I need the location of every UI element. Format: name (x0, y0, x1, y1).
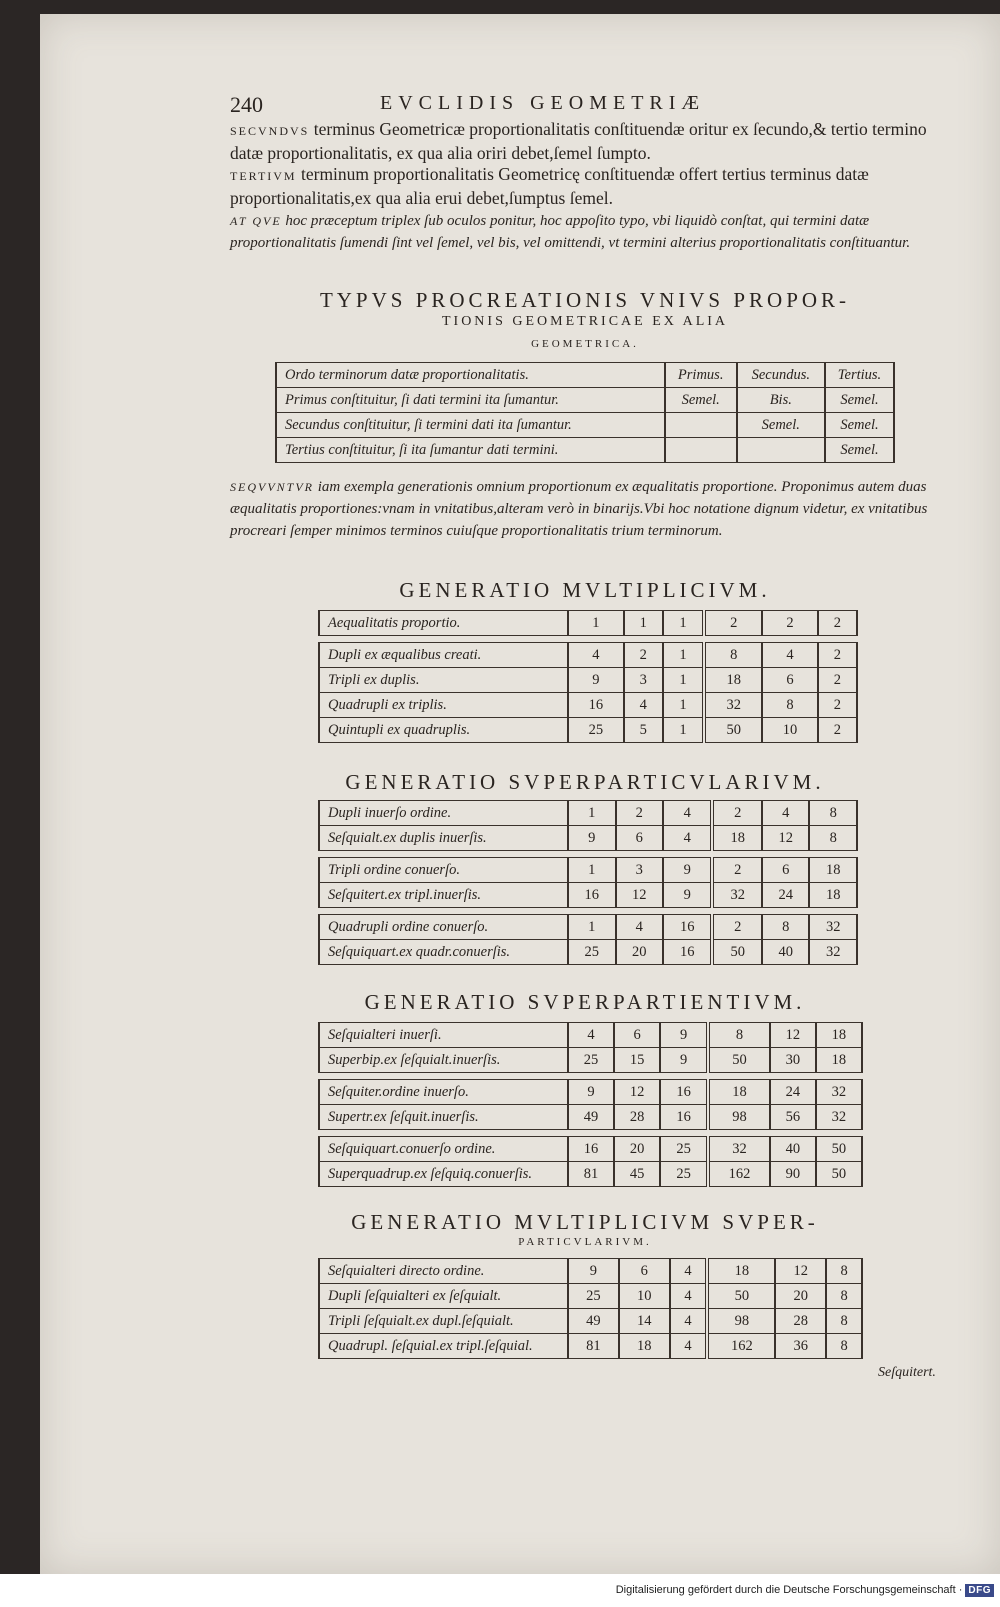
table-cell: 8 (809, 801, 857, 826)
table-cell: 9 (568, 1080, 614, 1105)
table-cell: 2 (818, 718, 857, 743)
table-cell: 4 (624, 693, 663, 718)
typus-title-line-1: TYPVS PROCREATIONIS VNIVS PROPOR- (319, 288, 851, 312)
typus-table (275, 362, 895, 463)
table-cell: 8 (762, 693, 818, 718)
table-cell: 24 (770, 1080, 816, 1105)
table-cell: 25 (568, 940, 616, 965)
paragraph-secundus (230, 118, 940, 164)
group-separator (319, 851, 857, 858)
separator-cell (319, 1130, 862, 1137)
row-label: Seſquiquart.ex quadr.conuerſis. (319, 940, 568, 965)
page-number: 240 (230, 92, 263, 117)
table-row (319, 858, 857, 883)
table-cell: Primus. (665, 363, 737, 388)
table-cell: 18 (816, 1048, 862, 1073)
table-row (319, 1023, 862, 1048)
running-title: EVCLIDIS GEOMETRIÆ (380, 92, 706, 114)
table-row (319, 1284, 862, 1309)
table-cell: 20 (775, 1284, 826, 1309)
row-label: Secundus conſtituitur, ſi termini dati ita ſumantur. (276, 413, 665, 438)
row-label: Quadrupli ex triplis. (319, 693, 568, 718)
row-label: Quadrupl. ſeſquial.ex tripl.ſeſquial. (319, 1334, 568, 1359)
table-cell: 2 (712, 915, 761, 940)
row-label: Primus conſtituitur, ſi dati termini ita ſumantur. (276, 388, 665, 413)
row-label: Seſquiquart.conuerſo ordine. (319, 1137, 568, 1162)
table-cell: 24 (762, 883, 810, 908)
table-cell: 2 (704, 611, 762, 636)
table-cell: 18 (712, 826, 761, 851)
table-cell: 18 (619, 1334, 670, 1359)
separator-cell (319, 636, 857, 643)
row-label: Supertr.ex ſeſquit.inuerſis. (319, 1105, 568, 1130)
table-cell: 2 (818, 643, 857, 668)
table-cell: Tertius. (825, 363, 894, 388)
table-cell: 32 (712, 883, 761, 908)
row-label: Seſquialteri directo ordine. (319, 1259, 568, 1284)
table-cell: 6 (762, 668, 818, 693)
table-cell: 8 (762, 915, 810, 940)
multsuper-title-line-2: PARTICVLARIVM. (518, 1236, 652, 1248)
table-cell: 25 (568, 718, 624, 743)
table-cell: 2 (616, 801, 664, 826)
table-cell (665, 413, 737, 438)
table-row (319, 915, 857, 940)
group-separator (319, 1073, 862, 1080)
table-cell: Semel. (737, 413, 825, 438)
table-cell: 16 (568, 1137, 614, 1162)
table-row (319, 1137, 862, 1162)
paragraph-text: iam exempla generationis omnium proportionum ex æqualitatis proportione. Proponimus autem duas æqualitatis proportiones:vnam in vnitatibus,alteram verò in binarijs.Vbi hoc notatione dignum videtur, ex vnitatibus procreari ſemper minimos terminos cuiuſque proportionalitatis trium terminorum. (230, 479, 928, 539)
table-cell: 4 (568, 643, 624, 668)
row-label: Seſquitert.ex tripl.inuerſis. (319, 883, 568, 908)
table-cell: 6 (614, 1023, 660, 1048)
table-cell: 1 (568, 858, 616, 883)
footer-bar (0, 1574, 1000, 1607)
table-cell: Semel. (665, 388, 737, 413)
table-cell: 14 (619, 1309, 670, 1334)
table-cell: 98 (708, 1105, 770, 1130)
table-cell: 12 (614, 1080, 660, 1105)
table-cell: 1 (663, 718, 704, 743)
row-label: Quintupli ex quadruplis. (319, 718, 568, 743)
table-cell: 16 (663, 940, 712, 965)
table-cell: 8 (826, 1334, 862, 1359)
paragraph-lead: TERTIVM (230, 169, 297, 183)
separator-cell (319, 851, 857, 858)
table-row (276, 438, 894, 463)
table-cell: 25 (568, 1284, 619, 1309)
paragraph-lead: SEQVVNTVR (230, 480, 314, 494)
table-cell: 25 (660, 1137, 708, 1162)
table-cell: 9 (568, 1259, 619, 1284)
table-cell: 9 (568, 826, 616, 851)
table-cell: 2 (712, 858, 761, 883)
table-row (319, 826, 857, 851)
table-cell: 28 (775, 1309, 826, 1334)
table-cell: 32 (708, 1137, 770, 1162)
paragraph-text: hoc præceptum triplex ſub oculos ponitur, hoc appoſito typo, vbi liquidò conſtat, qui termini datæ proportionalitatis ſumendi ſint vel ſemel, vel bis, vel omittendi, vt termini alterius proportionalitatis conſtituantur. (230, 213, 911, 251)
table-cell: Bis. (737, 388, 825, 413)
table-cell: 49 (568, 1105, 614, 1130)
table-cell: 12 (775, 1259, 826, 1284)
paragraph-lead: AT QVE (230, 214, 282, 228)
table-cell: 18 (707, 1259, 775, 1284)
footer-credit (616, 1584, 994, 1597)
table-cell: 16 (568, 693, 624, 718)
table-cell: 18 (704, 668, 762, 693)
table-cell: 15 (614, 1048, 660, 1073)
table-cell: 1 (663, 693, 704, 718)
table-row (319, 1162, 862, 1187)
paragraph-text: terminum proportionalitatis Geometricę conſtituendæ offert tertius terminus datæ proportionalitatis,ex qua alia erui debet,ſumptus ſemel. (230, 164, 869, 208)
footer-credit-text: Digitalisierung gefördert durch die Deutsche Forschungsgemeinschaft · (615, 1584, 963, 1596)
table-cell: Semel. (825, 438, 894, 463)
table-cell: 9 (663, 858, 712, 883)
table-cell: 2 (762, 611, 818, 636)
table-cell: 4 (663, 826, 712, 851)
table-cell: 4 (670, 1284, 708, 1309)
table-cell: 9 (660, 1048, 708, 1073)
table-cell: 40 (762, 940, 810, 965)
table-cell: 81 (568, 1334, 619, 1359)
table-cell: 30 (770, 1048, 816, 1073)
row-label: Tripli ex duplis. (319, 668, 568, 693)
row-label: Seſquialt.ex duplis inuerſis. (319, 826, 568, 851)
table-row (319, 1080, 862, 1105)
table-cell: 32 (704, 693, 762, 718)
table-row (276, 388, 894, 413)
table-cell: 4 (663, 801, 712, 826)
superpartientium-title: GENERATIO SVPERPARTIENTIVM. (364, 990, 806, 1014)
table-cell: Semel. (825, 413, 894, 438)
table-cell: 4 (670, 1259, 708, 1284)
table-cell: 50 (712, 940, 761, 965)
typus-title-line-3: GEOMETRICA. (531, 338, 639, 350)
table-cell: 50 (707, 1284, 775, 1309)
table-cell: 10 (762, 718, 818, 743)
running-head (230, 92, 910, 118)
row-label: Superquadrup.ex ſeſquiq.conuerſis. (319, 1162, 568, 1187)
table-row (319, 1259, 862, 1284)
multsuper-title-line-1: GENERATIO MVLTIPLICIVM SVPER- (351, 1210, 819, 1234)
row-label: Ordo terminorum datæ proportionalitatis. (276, 363, 665, 388)
table-cell: 4 (670, 1334, 708, 1359)
table-row (319, 1048, 862, 1073)
catchword: Seſquitert. (878, 1365, 936, 1380)
table-cell: 90 (770, 1162, 816, 1187)
table-cell: 1 (568, 915, 616, 940)
paragraph-lead: SECVNDVS (230, 124, 310, 138)
table-cell: 1 (663, 643, 704, 668)
table-cell: 16 (660, 1105, 708, 1130)
table-cell: 40 (770, 1137, 816, 1162)
table-cell: 98 (707, 1309, 775, 1334)
group-separator (319, 908, 857, 915)
row-label: Aequalitatis proportio. (319, 611, 568, 636)
group-separator (319, 1130, 862, 1137)
table-cell: 16 (568, 883, 616, 908)
table-cell: 8 (708, 1023, 770, 1048)
table-cell: 6 (762, 858, 810, 883)
table-cell: 4 (762, 643, 818, 668)
paragraph-tertium (230, 163, 940, 209)
table-row (319, 643, 857, 668)
multsuper-table (318, 1258, 863, 1359)
table-cell: 1 (624, 611, 663, 636)
typus-title-line-2: TIONIS GEOMETRICAE EX ALIA (441, 314, 729, 329)
row-label: Superbip.ex ſeſquialt.inuerſis. (319, 1048, 568, 1073)
table-cell: 32 (816, 1105, 862, 1130)
table-cell: 50 (816, 1162, 862, 1187)
row-label: Quadrupli ordine conuerſo. (319, 915, 568, 940)
row-label: Dupli ſeſquialteri ex ſeſquialt. (319, 1284, 568, 1309)
row-label: Tripli ſeſquialt.ex dupl.ſeſquialt. (319, 1309, 568, 1334)
table-cell: 49 (568, 1309, 619, 1334)
table-cell: 162 (708, 1162, 770, 1187)
paragraph-text: terminus Geometricæ proportionalitatis conſtituendæ oritur ex ſecundo,& tertio termino datæ proportionalitatis, ex qua alia oriri debet,ſemel ſumpto. (230, 119, 927, 163)
table-cell: 50 (704, 718, 762, 743)
paragraph-sequuntur (230, 476, 940, 542)
table-cell: 50 (708, 1048, 770, 1073)
table-cell: 2 (818, 668, 857, 693)
table-row (319, 1334, 862, 1359)
table-cell: 3 (616, 858, 664, 883)
table-cell: 45 (614, 1162, 660, 1187)
table-cell: Semel. (825, 388, 894, 413)
table-cell: 56 (770, 1105, 816, 1130)
group-separator (319, 636, 857, 643)
row-label: Tripli ordine conuerſo. (319, 858, 568, 883)
table-cell: 20 (616, 940, 664, 965)
table-cell: 50 (816, 1137, 862, 1162)
row-label: Seſquialteri inuerſi. (319, 1023, 568, 1048)
table-cell: 8 (704, 643, 762, 668)
table-row (319, 718, 857, 743)
table-cell: 18 (809, 883, 857, 908)
table-cell: 5 (624, 718, 663, 743)
row-label: Dupli ex æqualibus creati. (319, 643, 568, 668)
table-cell: 8 (809, 826, 857, 851)
table-cell: 36 (775, 1334, 826, 1359)
table-cell: 8 (826, 1284, 862, 1309)
table-cell: 8 (826, 1309, 862, 1334)
top-bar (0, 0, 1000, 14)
table-cell: 12 (770, 1023, 816, 1048)
table-cell: 18 (809, 858, 857, 883)
table-cell: 12 (762, 826, 810, 851)
superparticularium-title: GENERATIO SVPERPARTICVLARIVM. (345, 770, 825, 794)
table-cell: 10 (619, 1284, 670, 1309)
table-cell: 28 (614, 1105, 660, 1130)
table-row (319, 1105, 862, 1130)
table-cell: 20 (614, 1137, 660, 1162)
table-cell: 4 (616, 915, 664, 940)
table-row (319, 611, 857, 636)
multiplicium-table (318, 610, 858, 743)
table-cell: 25 (660, 1162, 708, 1187)
table-row (319, 668, 857, 693)
table-cell: 8 (826, 1259, 862, 1284)
table-row (319, 940, 857, 965)
table-cell: 6 (619, 1259, 670, 1284)
table-cell: Secundus. (737, 363, 825, 388)
table-row (276, 363, 894, 388)
separator-cell (319, 1073, 862, 1080)
table-cell: 32 (809, 915, 857, 940)
table-cell: 9 (660, 1023, 708, 1048)
table-cell: 81 (568, 1162, 614, 1187)
table-cell: 16 (663, 915, 712, 940)
row-label: Tertius conſtituitur, ſi ita ſumantur dati termini. (276, 438, 665, 463)
table-cell: 9 (568, 668, 624, 693)
table-cell: 1 (568, 611, 624, 636)
row-label: Seſquiter.ordine inuerſo. (319, 1080, 568, 1105)
table-cell: 3 (624, 668, 663, 693)
separator-cell (319, 908, 857, 915)
table-cell: 2 (624, 643, 663, 668)
table-cell: 2 (818, 611, 857, 636)
table-cell: 16 (660, 1080, 708, 1105)
table-row (319, 883, 857, 908)
table-cell: 2 (818, 693, 857, 718)
table-cell: 4 (762, 801, 810, 826)
table-cell: 12 (616, 883, 664, 908)
superpartientium-table (318, 1022, 863, 1187)
multiplicium-title: GENERATIO MVLTIPLICIVM. (399, 578, 771, 602)
table-cell: 2 (712, 801, 761, 826)
table-cell: 162 (707, 1334, 775, 1359)
table-row (319, 801, 857, 826)
table-cell (737, 438, 825, 463)
table-cell: 9 (663, 883, 712, 908)
table-row (276, 413, 894, 438)
table-cell: 1 (568, 801, 616, 826)
table-cell: 4 (568, 1023, 614, 1048)
row-label: Dupli inuerſo ordine. (319, 801, 568, 826)
table-cell: 18 (708, 1080, 770, 1105)
table-row (319, 1309, 862, 1334)
table-cell: 4 (670, 1309, 708, 1334)
table-cell: 25 (568, 1048, 614, 1073)
table-cell: 1 (663, 611, 704, 636)
superparticularium-table (318, 800, 858, 965)
table-cell: 6 (616, 826, 664, 851)
table-cell: 32 (809, 940, 857, 965)
table-row (319, 693, 857, 718)
table-cell: 32 (816, 1080, 862, 1105)
table-cell: 18 (816, 1023, 862, 1048)
table-cell: 1 (663, 668, 704, 693)
paragraph-atque (230, 210, 940, 254)
table-cell (665, 438, 737, 463)
dfg-logo: DFG (965, 1584, 994, 1597)
